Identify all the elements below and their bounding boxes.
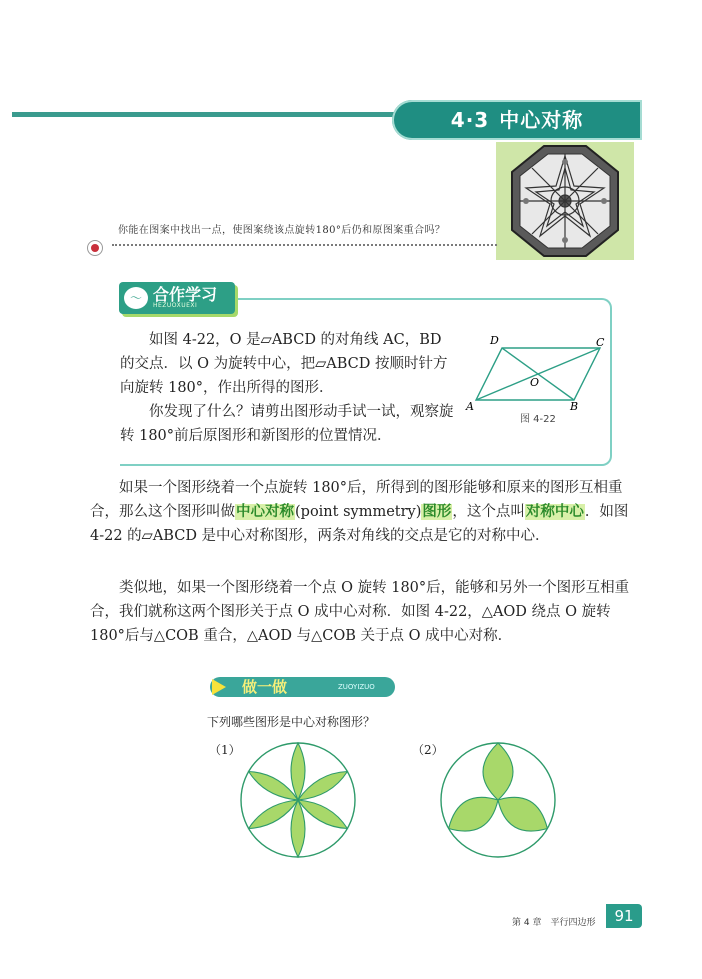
label-b: B <box>570 400 579 412</box>
pulse-icon: 〜 <box>124 287 148 309</box>
label-c: C <box>596 336 605 349</box>
figure-label-1: （1） <box>209 743 241 757</box>
section-number: 4·3 <box>450 108 490 132</box>
term-figure: 图形 <box>422 504 452 520</box>
figure-label-2: （2） <box>412 743 444 757</box>
header-rule <box>12 112 412 117</box>
page-number: 91 <box>606 904 642 928</box>
parallelogram-figure <box>462 330 612 412</box>
six-petal-figure <box>238 740 358 860</box>
section-title: 中心对称 <box>499 108 584 132</box>
similar-paragraph: 类似地，如果一个图形绕着一个点 O 旋转 180°后，能够和另外一个图形互相重合，我们就称这两个图形关于点 O 成中心对称．如图 4-22，△AOD 绕点 O 旋转 180°后与△COB 重合，△AOD 与△COB 关于点 O 成中心对称． <box>90 580 630 644</box>
def-text-3: ，这个点叫 <box>452 504 525 520</box>
def-text-2: (point symmetry) <box>295 504 422 520</box>
ornament-pattern-image <box>496 142 634 260</box>
term-center: 对称中心 <box>525 504 584 520</box>
label-o: O <box>530 376 540 389</box>
coop-learning-title: 合作学习 <box>153 285 218 304</box>
do-it-question: 下列哪些图形是中心对称图形？ <box>207 715 376 729</box>
label-d: D <box>490 334 499 347</box>
footer-chapter: 第 4 章 平行四边形 <box>512 918 596 928</box>
coop-paragraph-1: 如图 4-22，O 是▱ABCD 的对角线 AC，BD 的交点．以 O 为旋转中心，把▱ABCD 按顺时针方向旋转 180°，作出所得的图形． <box>120 332 448 396</box>
def-text-4: ．如图 4-22 的▱ABCD 是中心对称图形，两条对角线的交点是它的对称中心． <box>90 504 629 544</box>
coop-learning-pinyin: HEZUOXUEXI <box>153 302 198 309</box>
three-leaf-figure <box>438 740 558 860</box>
section-heading <box>392 100 642 140</box>
diagonal-bd <box>502 348 574 400</box>
label-a: A <box>466 400 474 412</box>
play-arrow-icon <box>212 679 226 695</box>
do-it-title: 做一做 <box>242 678 288 696</box>
def-text-1: 如果一个图形绕着一个点旋转 180°后，所得到的图形能够和原来的图形互相重合，那么这个图形叫做 <box>90 480 623 520</box>
figure-caption: 图 4-22 <box>520 414 556 425</box>
bullet-dot-icon <box>87 240 103 256</box>
intro-question: 你能在图案中找出一点，使图案绕该点旋转180°后仍和原图案重合吗？ <box>118 225 446 236</box>
coop-paragraph-2: 你发现了什么？请剪出图形动手试一试，观察旋转 180°前后原图形和新图形的位置情况． <box>120 404 454 444</box>
dotted-divider <box>112 244 497 246</box>
term-central-symmetry: 中心对称 <box>236 504 294 520</box>
do-it-pinyin: ZUOYIZUO <box>338 683 375 691</box>
definition-paragraph <box>90 476 630 548</box>
